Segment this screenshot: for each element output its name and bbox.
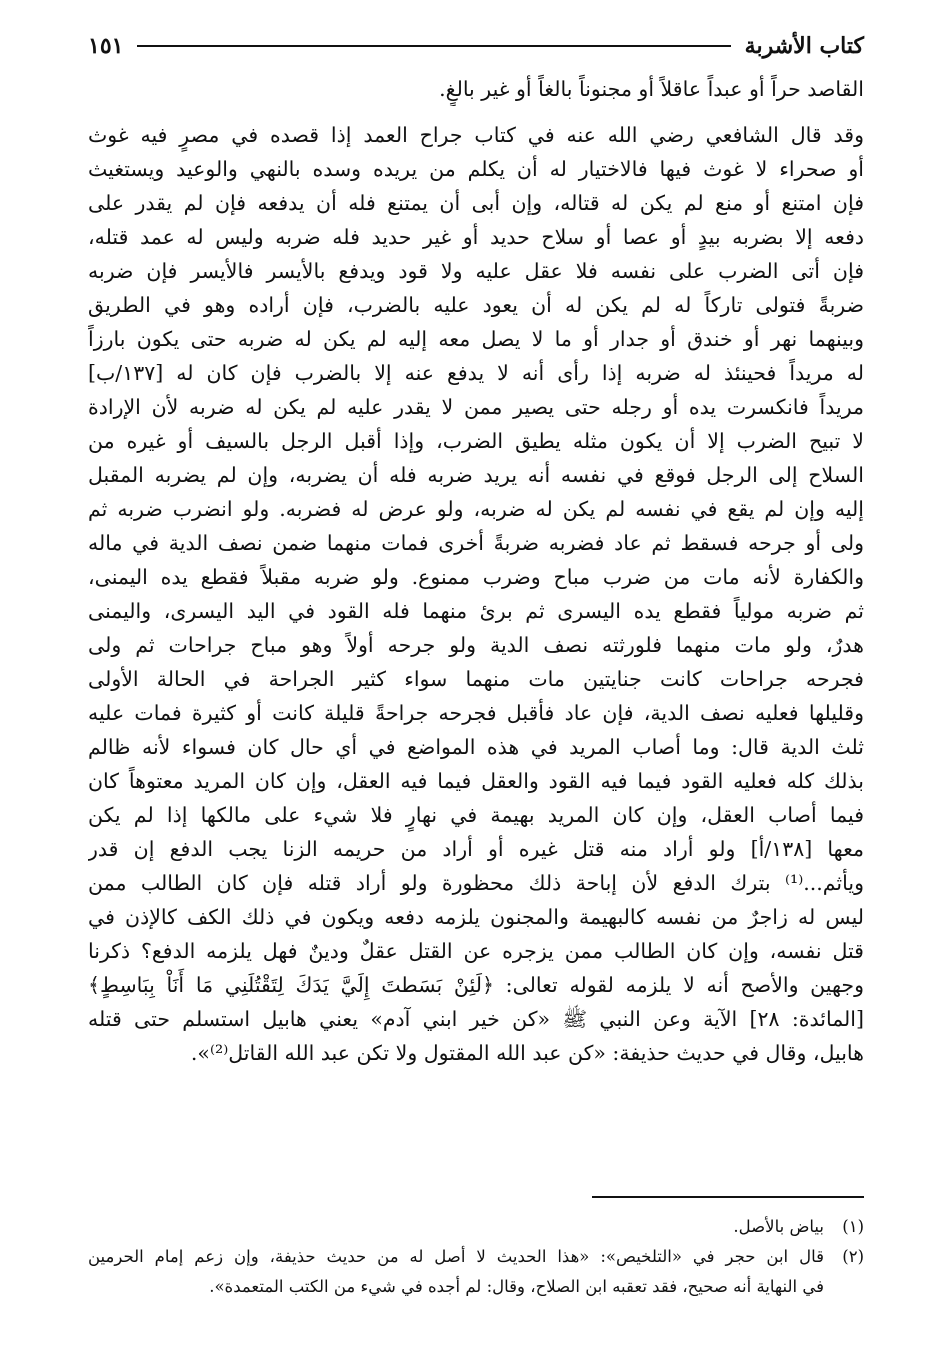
text-line: السلاح إلى الرجل فوقع في نفسه أنه يريد ضربه فله أن يضربه، وإن لم يضربه المقبل <box>88 463 864 487</box>
footnote <box>88 1242 864 1302</box>
text-line: ثلث الدية قال: وما أصاب المريد في هذه المواضع في أي حال كان فسواء لأنه ظالم <box>88 735 864 759</box>
paragraph-1 <box>88 72 864 106</box>
text-line: معها [١٣٨/أ] ولو أراد منه قتل غيره أو أراد من حريمه الزنا يجب الدفع إن قدر <box>88 837 864 861</box>
text-line: ضربةً فتولى تاركاً له لم يكن له أن يعود عليه بالضرب، فإن أراده وهو في الطريق <box>88 293 864 317</box>
header-rule <box>137 45 730 47</box>
text-line: لا تبيح الضرب إلا أن يكون مثله يطيق الضرب، وإذا أقبل الرجل بالسيف أو غيره من <box>88 429 864 453</box>
footnote-text <box>88 1212 824 1242</box>
footnote-text <box>88 1242 824 1302</box>
footnote-line: بياض بالأصل. <box>733 1217 824 1236</box>
footnote-line: قال ابن حجر في «التلخيص»: «هذا الحديث لا أصل له من حديث حذيفة، وإن زعم إمام الحرمين <box>88 1247 824 1266</box>
footnotes <box>88 1212 864 1302</box>
text-line: مريداً فانكسرت يده أو رجله حتى يصير ممن لا يقدر عليه لم يكن له ضربه لأن الإرادة <box>88 395 864 419</box>
footnote-line: في النهاية أنه صحيح، فقد تعقبه ابن الصلاح، وقال: لم أجده في شيء من الكتب المتعمدة». <box>209 1277 824 1296</box>
text-line: فجرحه جراحات كانت جنايتين مات منهما سواء كثير الجراحة في الحالة الأولى <box>88 667 864 691</box>
text-line: له مريداً فحينئذ له ضربه إذا رأى أنه لا يدفع عنه إلا بالضرب فإن كان له [١٣٧/ب] <box>88 361 864 385</box>
text-line: فإن أتى الضرب على نفسه فلا عقل عليه ولا قود ويدفع بالأيسر فالأيسر فإن ضربه <box>88 259 864 283</box>
text-line: ليس له زاجرٌ من نفسه كالبهيمة والمجنون يلزمه دفعه ويكون في ذلك الكف كالإذن في <box>88 905 864 929</box>
paragraph-2 <box>88 118 864 1070</box>
text-line: أو صحراء لا غوث فيها فالاختيار له أن يكلم من يريده وسده بالنهي والوعيد ويستغيث <box>88 157 864 181</box>
text-line: ولى أو جرحه فسقط ثم عاد فضربه ضربةً أخرى فمات منهما ضمن نصف الدية في ماله <box>88 531 864 555</box>
text-line: وقليلها فعليه نصف الدية، فإن عاد فأقبل فجرحه جراحةً قليلة كانت أو كثيرة فمات عليه <box>88 701 864 725</box>
text-line: القاصد حراً أو عبداً عاقلاً أو مجنوناً بالغاً أو غير بالغٍ. <box>439 77 864 101</box>
text-line: فيما أصاب العقل، وإن كان المريد بهيمة في نهارٍ فلا شيء على مالكها إذا لم يكن <box>88 803 864 827</box>
text-line: وقد قال الشافعي رضي الله عنه في كتاب جراح العمد إذا قصده في مصرٍ فيه غوث <box>88 123 864 147</box>
text-line: قتل نفسه، وإن كان الطالب ممن يزجره عن القتل عقلٌ ودينٌ فهل يلزمه الدفع؟ ذكرنا <box>88 939 864 963</box>
footnote-number: (١) <box>842 1217 864 1236</box>
text-line: وبينهما نهر أو خندق أو جدار أو ما لا يصل معه إليه لم يكن له ضربه حتى يكون بارزاً <box>88 327 864 351</box>
text-line: هابيل، وقال في حديث حذيفة: «كن عبد الله المقتول ولا تكن عبد الله القاتل⁽²⁾». <box>190 1041 864 1065</box>
text-line: فإن امتنع أو منع لم يكن له قتاله، وإن أبى أن يمتنع فله أن يدفعه فإن لم يقدر على <box>88 191 864 215</box>
footnote-separator <box>592 1196 864 1198</box>
main-text <box>88 72 864 1070</box>
text-line: بذلك كله فعليه القود فيما فيه القود والعقل فيما فيه العقل، وإن كان المريد معتوهاً كان <box>88 769 864 793</box>
text-line: والكفارة لأنه مات من ضرب مباح وضرب ممنوع. ولو ضربه مقبلاً فقطع يده اليمنى، <box>88 565 864 589</box>
footnote <box>88 1212 864 1242</box>
running-title: كتاب الأشربة <box>744 33 864 59</box>
text-line: إليه وإن لم يقع في نفسه لم يكن له ضربه، ولو عرض له فضربه. ولو انضرب ضربه ثم <box>88 497 864 521</box>
text-line: دفعه إلا بضربه بيدٍ أو عصا أو سلاح حديد أو غير حديد فله ضربه وليس له عمد قتله، <box>88 225 864 249</box>
page-number: ١٥١ <box>88 33 124 59</box>
text-line: ويأثم...⁽¹⁾ بترك الدفع لأن إباحة ذلك محظورة ولو أراد قتله فإن كان الطالب ممن <box>88 871 864 895</box>
page-header <box>88 26 864 66</box>
text-line: وجهين والأصح أنه لا يلزمه لقوله تعالى: ﴿لَئِنْ بَسَطتَ إِلَيَّ يَدَكَ لِتَقْتُلَنِي مَا أَنَاْ بِبَاسِطٍ﴾ <box>88 973 864 997</box>
footnote-number: (٢) <box>842 1247 864 1266</box>
text-line: هدرٌ، ولو مات منهما فلورثته نصف الدية ولو جرحه أولاً وهو مباح جراحات ثم ولى <box>88 633 864 657</box>
text-line: ثم ضربه مولياً فقطع يده اليسرى ثم برئ منهما فله القود في اليد اليسرى، واليمنى <box>88 599 864 623</box>
text-line: [المائدة: ٢٨] الآية وعن النبي ﷺ «كن خير ابني آدم» يعني هابيل استسلم حتى قتله <box>88 1007 864 1031</box>
